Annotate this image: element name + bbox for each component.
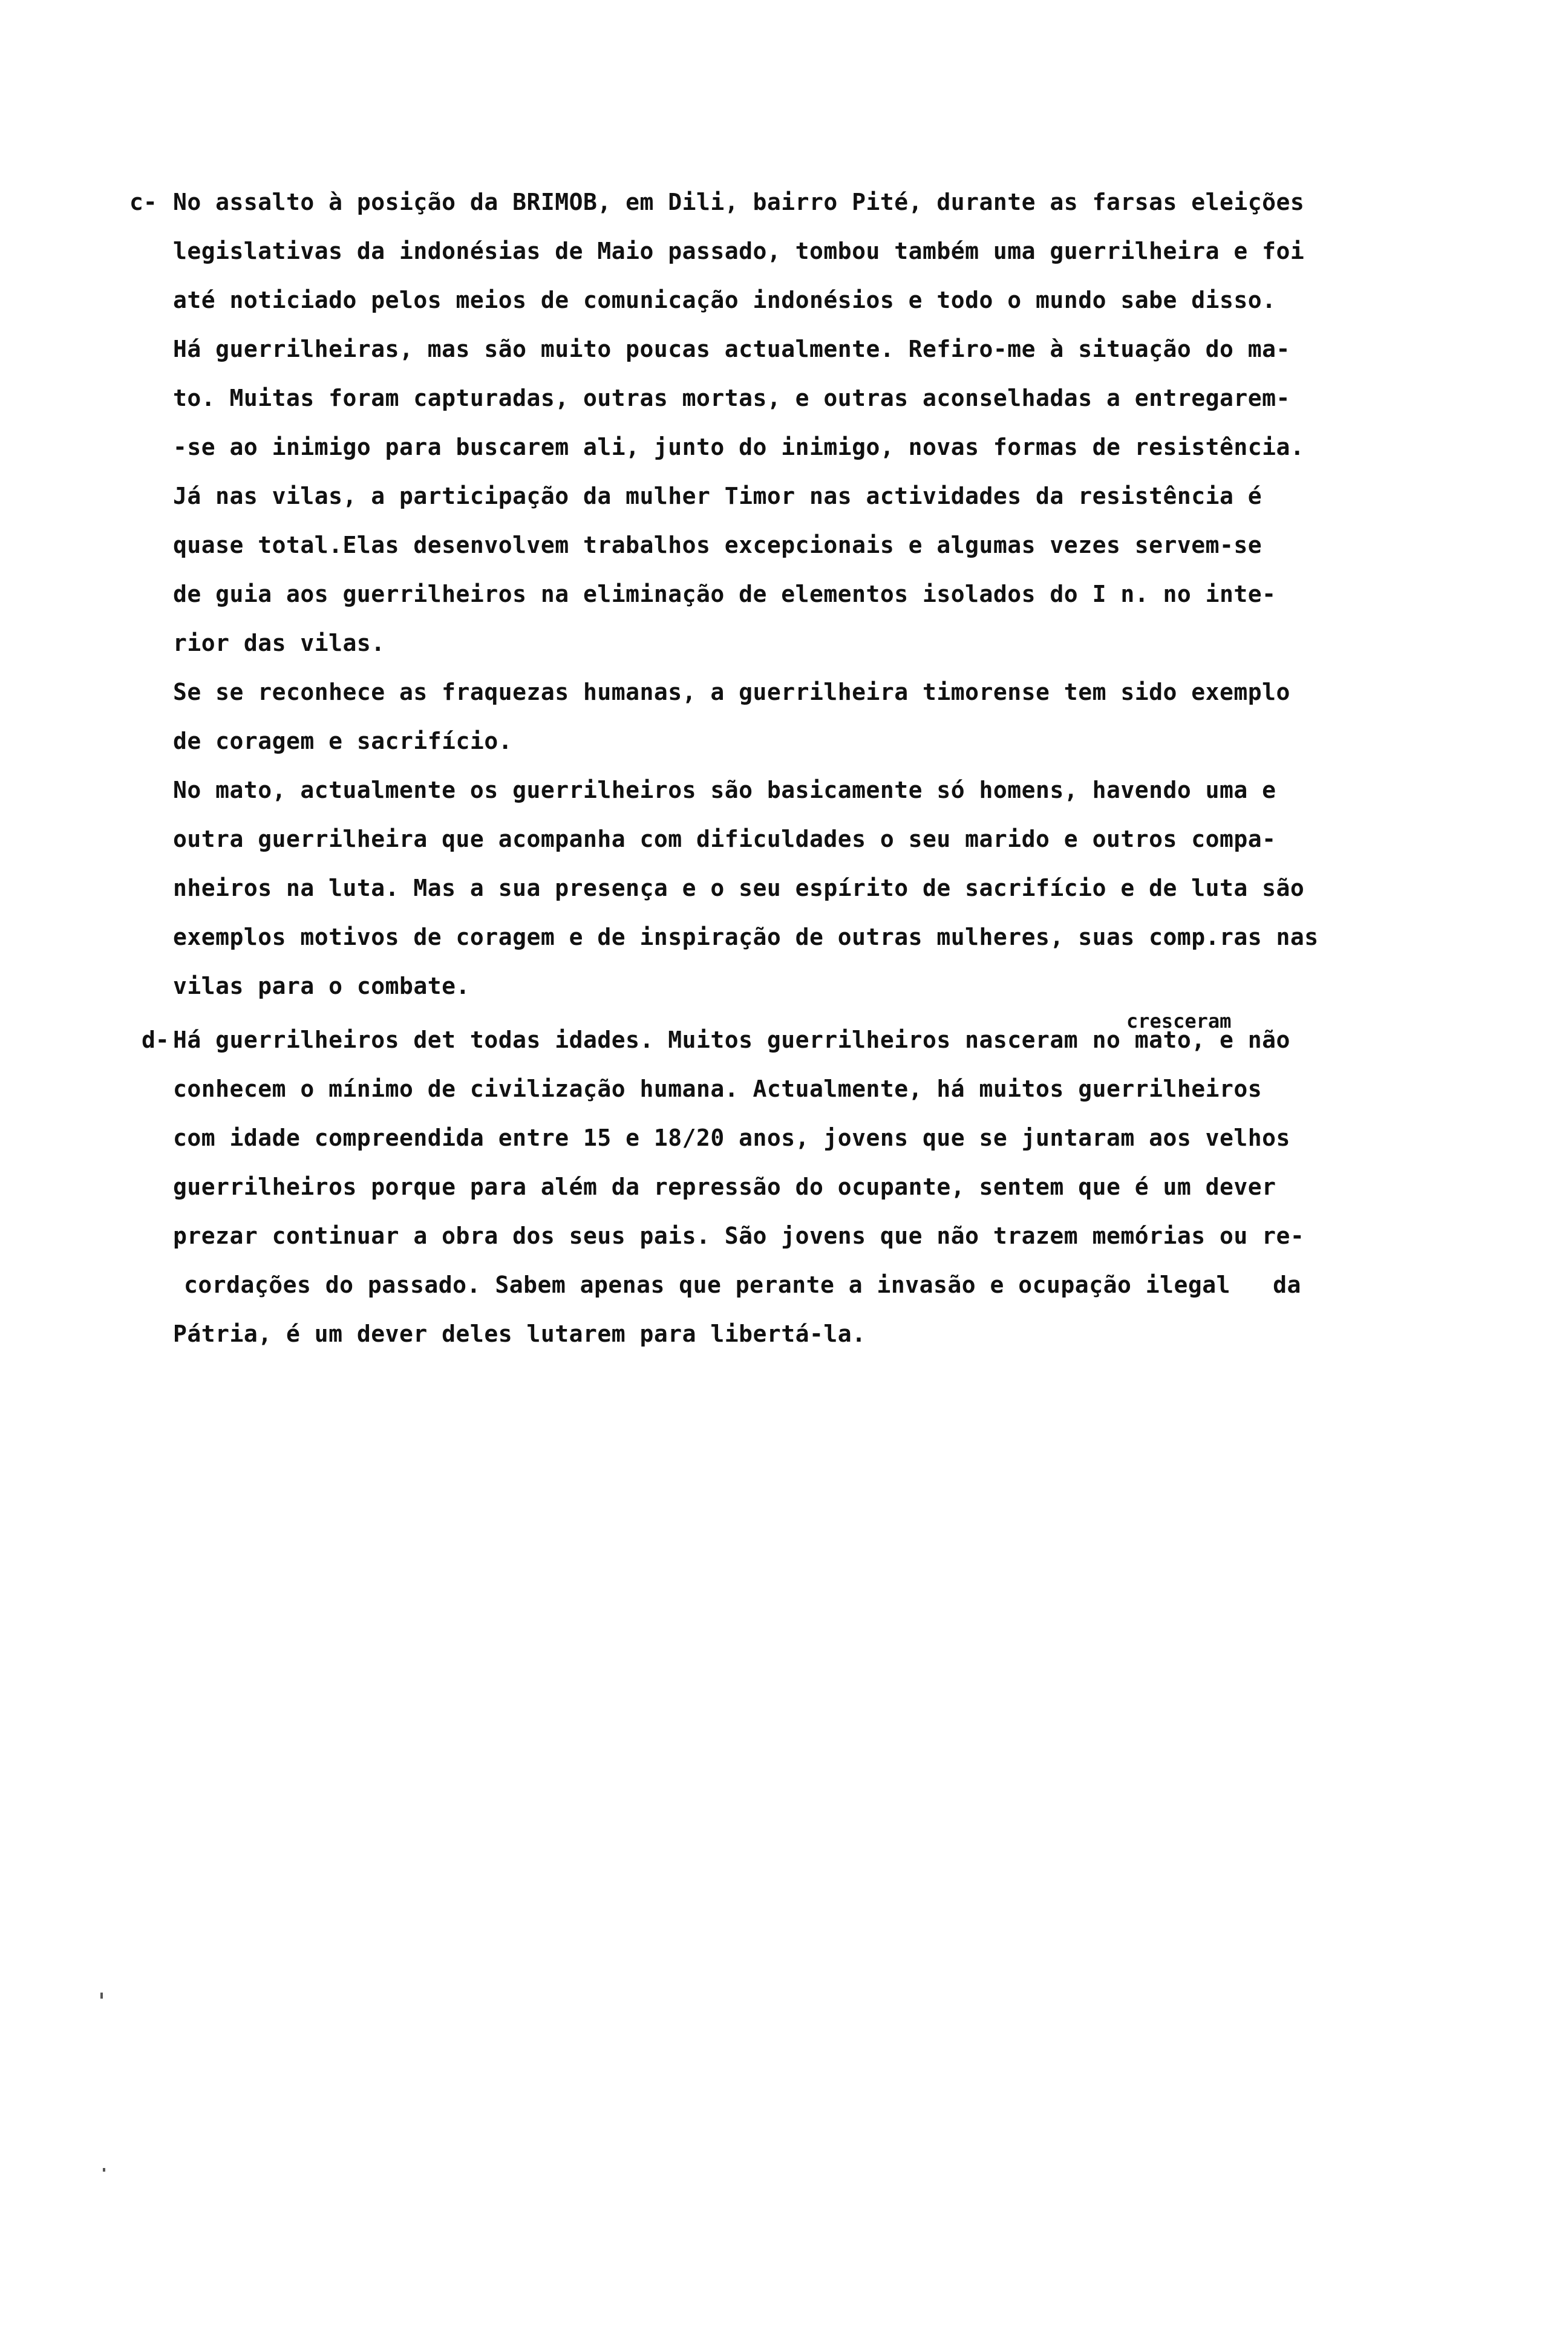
section-d-line: prezar continuar a obra dos seus pais. São jovens que não trazem memórias ou re- <box>173 1223 1305 1249</box>
section-c-line: legislativas da indonésias de Maio passado, tombou também uma guerrilheira e foi <box>173 238 1305 264</box>
section-d-line: Há guerrilheiros det todas idades. Muitos guerrilheiros nasceram no mato, e não <box>173 1027 1290 1053</box>
section-d-line: cordações do passado. Sabem apenas que perante a invasão e ocupação ilegal da <box>184 1272 1301 1298</box>
section-c-line: até noticiado pelos meios de comunicação indonésios e todo o mundo sabe disso. <box>173 287 1276 313</box>
section-c-line: to. Muitas foram capturadas, outras mortas, e outras aconselhadas a entregarem- <box>173 385 1290 411</box>
section-d-marker: d- <box>142 1027 169 1053</box>
section-c-line: exemplos motivos de coragem e de inspiração de outras mulheres, suas comp.ras nas <box>173 924 1319 950</box>
section-c-line: Há guerrilheiras, mas são muito poucas actualmente. Refiro-me à situação do ma- <box>173 336 1290 362</box>
section-c-line: outra guerrilheira que acompanha com dificuldades o seu marido e outros compa- <box>173 826 1276 852</box>
section-c-line: -se ao inimigo para buscarem ali, junto do inimigo, novas formas de resistência. <box>173 434 1305 460</box>
section-c-line: de guia aos guerrilheiros na eliminação de elementos isolados do I n. no inte- <box>173 581 1276 607</box>
section-d-line: conhecem o mínimo de civilização humana. Actualmente, há muitos guerrilheiros <box>173 1076 1263 1102</box>
scan-speck <box>100 1993 103 1999</box>
section-d-line: Pátria, é um dever deles lutarem para libertá-la. <box>173 1321 866 1347</box>
section-c-line: nheiros na luta. Mas a sua presença e o seu espírito de sacrifício e de luta são <box>173 875 1305 901</box>
section-d-line: com idade compreendida entre 15 e 18/20 anos, jovens que se juntaram aos velhos <box>173 1125 1290 1151</box>
handwritten-insertion: cresceram <box>1126 1010 1232 1033</box>
section-c-line: Se se reconhece as fraquezas humanas, a guerrilheira timorense tem sido exemplo <box>173 679 1290 705</box>
section-c-line: de coragem e sacrifício. <box>173 728 513 754</box>
section-c-line: No assalto à posição da BRIMOB, em Dili, bairro Pité, durante as farsas eleições <box>173 189 1305 215</box>
section-c-marker: c- <box>129 189 157 215</box>
section-c-line: rior das vilas. <box>173 630 385 656</box>
scan-speck <box>103 2168 105 2172</box>
section-c-line: quase total.Elas desenvolvem trabalhos excepcionais e algumas vezes servem-se <box>173 532 1263 558</box>
section-c-line: vilas para o combate. <box>173 973 470 999</box>
section-d-line: guerrilheiros porque para além da repressão do ocupante, sentem que é um dever <box>173 1174 1276 1200</box>
section-c-line: No mato, actualmente os guerrilheiros são basicamente só homens, havendo uma e <box>173 777 1276 803</box>
section-c-line: Já nas vilas, a participação da mulher Timor nas actividades da resistência é <box>173 483 1263 509</box>
